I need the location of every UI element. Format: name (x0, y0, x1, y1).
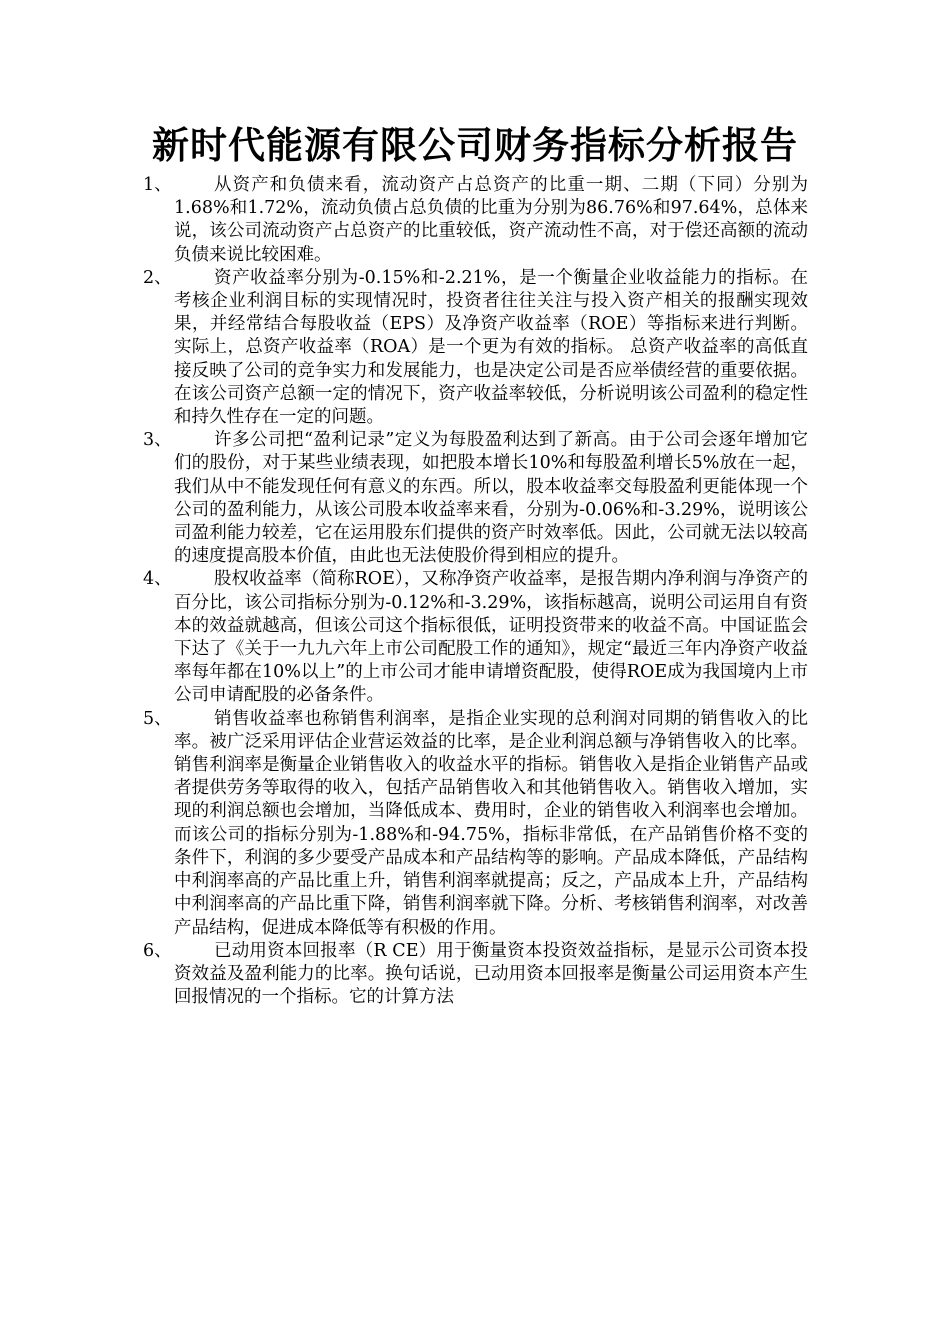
list-item (143, 568, 808, 707)
list-item (143, 174, 808, 267)
item-number: 1、 (143, 175, 172, 195)
item-number: 4、 (143, 569, 172, 590)
document-title: 新时代能源有限公司财务指标分析报告 (152, 124, 798, 167)
item-text: 已动用资本回报率（R CE）用于衡量资本投资效益指标，是显示公司资本投资效益及盈利能力的比率。换句话说，已动用资本回报率是衡量公司运用资本产生回报情况的一个指标。它的计算方法 (174, 940, 808, 1008)
item-number: 3、 (143, 430, 172, 451)
item-number: 6、 (143, 940, 172, 961)
item-text: 许多公司把“盈利记录”定义为每股盈利达到了新高。由于公司会逐年增加它们的股份，对于某些业绩表现，如把股本增长10%和每股盈利增长5%放在一起，我们从中不能发现任何有意义的东西。所以，股本收益率交每股盈利更能体现一个公司的盈利能力，从该公司股本收益率来看，分别为-0.06%和-3.29%，说明该公司盈利能力较差，它在运用股东们提供的资产时效率低。因此，公司就无法以较高的速度提高股本价值，由此也无法使股价得到相应的提升。 (174, 430, 808, 567)
item-text: 从资产和负债来看，流动资产占总资产的比重一期、二期（下同）分别为1.68%和1.72%，流动负债占总负债的比重为分别为86.76%和97.64%，总体来说，该公司流动资产占总资产的比重较低，资产流动性不高，对于偿还高额的流动负债来说比较困难。 (174, 175, 808, 265)
item-text: 销售收益率也称销售利润率，是指企业实现的总利润对同期的销售收入的比率。被广泛采用评估企业营运效益的比率，是企业利润总额与净销售收入的比率。销售利润率是衡量企业销售收入的收益水平的指标。销售收入是指企业销售产品或者提供劳务等取得的收入，包括产品销售收入和其他销售收入。销售收入增加，实现的利润总额也会增加，当降低成本、费用时，企业的销售收入利润率也会增加。而该公司的指标分别为-1.88%和-94.75%，指标非常低，在产品销售价格不变的条件下，利润的多少要受产品成本和产品结构等的影响。产品成本降低，产品结构中利润率高的产品比重上升，销售利润率就提高；反之，产品成本上升，产品结构中利润率高的产品比重下降，销售利润率就下降。分析、考核销售利润率，对改善产品结构，促进成本降低等有积极的作用。 (174, 708, 808, 938)
item-number: 5、 (143, 708, 172, 729)
item-text: 股权收益率（简称ROE），又称净资产收益率，是报告期内净利润与净资产的百分比，该公司指标分别为-0.12%和-3.29%，该指标越高，说明公司运用自有资本的效益就越高，但该公司这个指标很低，证明投资带来的收益不高。中国证监会下达了《关于一九九六年上市公司配股工作的通知》，规定“最近三年内净资产收益率每年都在10%以上”的上市公司才能申请增资配股，使得ROE成为我国境内上市公司申请配股的必备条件。 (174, 569, 808, 706)
list-item (143, 267, 808, 429)
list-item (143, 708, 808, 940)
analysis-list (143, 174, 808, 1009)
list-item (143, 429, 808, 568)
item-text: 资产收益率分别为-0.15%和-2.21%，是一个衡量企业收益能力的指标。在考核企业利润目标的实现情况时，投资者往往关注与投入资产相关的报酬实现效果，并经常结合每股收益（EPS）及净资产收益率（ROE）等指标来进行判断。实际上，总资产收益率（ROA）是一个更为有效的指标。 总资产收益率的高低直接反映了公司的竞争实力和发展能力，也是决定公司是否应举债经营的重要依据。在该公司资产总额一定的情况下，资产收益率较低，分析说明该公司盈利的稳定性和持久性存在一定的问题。 (174, 267, 808, 428)
item-number: 2、 (143, 267, 172, 288)
list-item (143, 940, 808, 1010)
